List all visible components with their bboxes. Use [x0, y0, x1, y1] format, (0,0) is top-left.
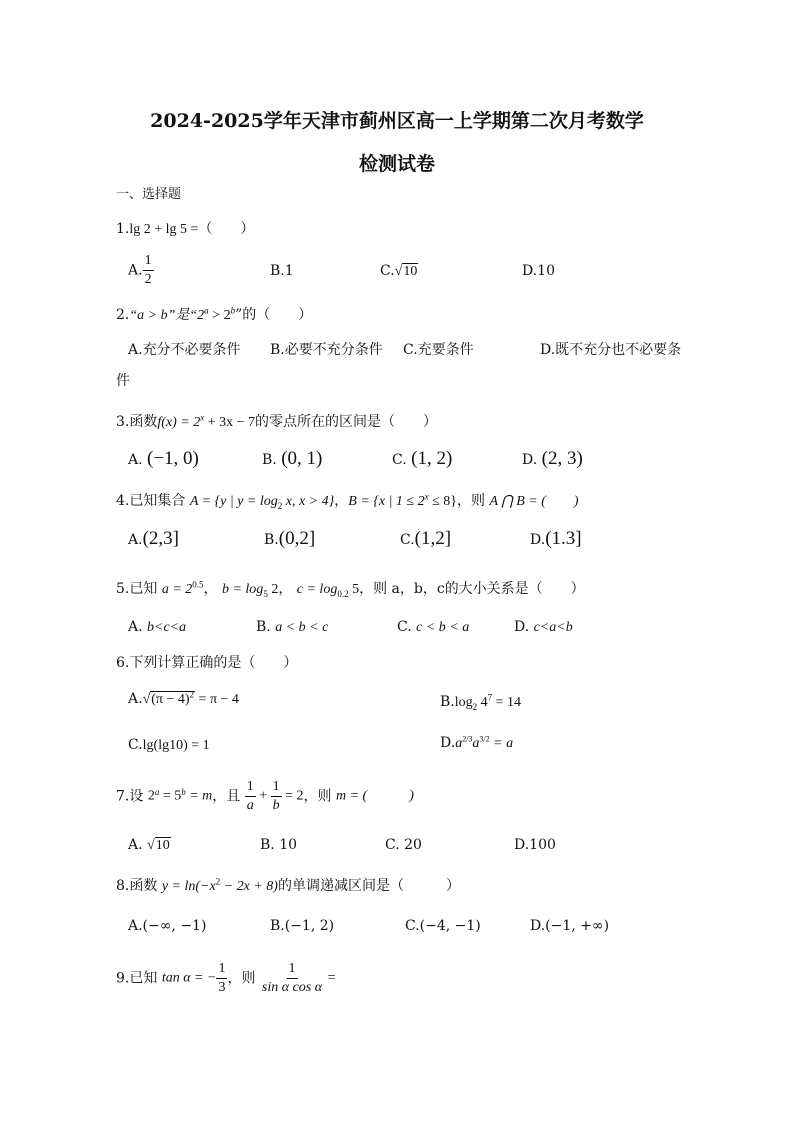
question-8-option-d[interactable]: D.(−1, +∞) — [530, 918, 610, 934]
page-title: 2024-2025学年天津市蓟州区高一上学期第二次月考数学 — [150, 110, 644, 132]
question-5-option-b[interactable]: B. a < b < c — [256, 619, 329, 635]
question-6-option-b[interactable]: $B.\log_2$ $4^7 = 14$ — [440, 692, 522, 712]
question-4-option-d[interactable]: D.(1.3] — [530, 528, 582, 549]
question-2-option-a[interactable]: A.充分不必要条件 — [128, 342, 241, 358]
question-4-option-b[interactable]: B.(0,2] — [264, 528, 316, 549]
question-6-option-a[interactable]: $A.√(\pi - 4)^2 = \pi - 4$ — [128, 689, 239, 707]
question-8-option-b[interactable]: B.(−1, 2) — [270, 918, 335, 934]
question-6-option-d[interactable]: $D.a^{2/3}a^{3/2} = a$ — [440, 734, 514, 751]
question-3-stem: 3.函数$f(x) = 2^x + 3x - 7$的零点所在的区间是（ ） — [116, 412, 438, 430]
section-heading: 一、选择题 — [116, 187, 182, 202]
question-4-option-c[interactable]: C.(1,2] — [400, 528, 452, 549]
question-8-option-a[interactable]: A.(−∞, −1) — [128, 918, 207, 934]
question-1-option-b[interactable]: B.1 — [270, 263, 294, 279]
question-7-option-a[interactable]: A. √10 — [128, 837, 170, 853]
question-5-stem: 5.已知 $a = 2^{0.5}$， $b = \log_5 2$， $c = \log_{0.2} 5$，则 a，b，c的大小关系是（ ） — [116, 579, 585, 599]
question-5-option-c[interactable]: C. c < b < a — [397, 619, 470, 635]
question-2-option-d-wrap: 件 — [116, 373, 130, 389]
question-4-stem: 4.已知集合 A = {y | $y = \log_2 x$, x > 4}，B = {x | $1 \le 2^x \le 8$}，则 A ⋂ B = ( ) — [116, 491, 579, 511]
question-7-option-b[interactable]: B. 10 — [260, 837, 298, 853]
question-7-stem: 7.设 $2^a = 5^b = m$，且 $\frac{1}{a}$ + $\frac{1}{b}$ = 2，则 m = ( ) — [116, 779, 414, 813]
question-3-option-c[interactable]: C. (1, 2) — [392, 448, 453, 469]
question-9-stem: 9.已知 tan α = − $\frac{1}{3}$ ，则 $\frac{1}{\text{sin α cos α}}$ = — [116, 961, 336, 995]
question-1-stem: 1.lg 2 + lg 5 =（ ） — [116, 221, 255, 237]
question-2-option-b[interactable]: B.必要不充分条件 — [270, 342, 383, 358]
question-8-stem: 8.函数 $y = \ln(-x^2 - 2x + 8)$的单调递减区间是（ ） — [116, 876, 460, 894]
question-1-option-a[interactable]: A. $\frac{1}{2}$ — [128, 253, 152, 287]
question-2-option-d[interactable]: D.既不充分也不必要条 — [540, 342, 682, 358]
question-2-option-c[interactable]: C.充要条件 — [403, 342, 474, 358]
question-7-option-d[interactable]: D.100 — [514, 837, 556, 853]
page-subtitle: 检测试卷 — [358, 153, 435, 175]
question-6-stem: 6.下列计算正确的是（ ） — [116, 655, 298, 671]
question-4-option-a[interactable]: A.(2,3] — [128, 528, 179, 549]
question-1-option-d[interactable]: D.10 — [522, 263, 555, 279]
question-6-option-c[interactable]: C.lg(lg10) = 1 — [128, 737, 210, 753]
question-3-option-b[interactable]: B. (0, 1) — [262, 448, 323, 469]
question-8-option-c[interactable]: C.(−4, −1) — [405, 918, 481, 934]
question-5-option-a[interactable]: A. b<c<a — [128, 619, 187, 635]
question-3-option-d[interactable]: D. (2, 3) — [522, 448, 583, 469]
question-5-option-d[interactable]: D. c<a<b — [514, 619, 573, 635]
question-3-option-a[interactable]: A. (−1, 0) — [128, 448, 199, 469]
question-7-option-c[interactable]: C. 20 — [385, 837, 422, 853]
question-1-option-c[interactable]: C.√10 — [380, 263, 418, 279]
question-2-stem: 2.“a > b”是“$2^a > 2^b$”的（ ） — [116, 305, 313, 323]
